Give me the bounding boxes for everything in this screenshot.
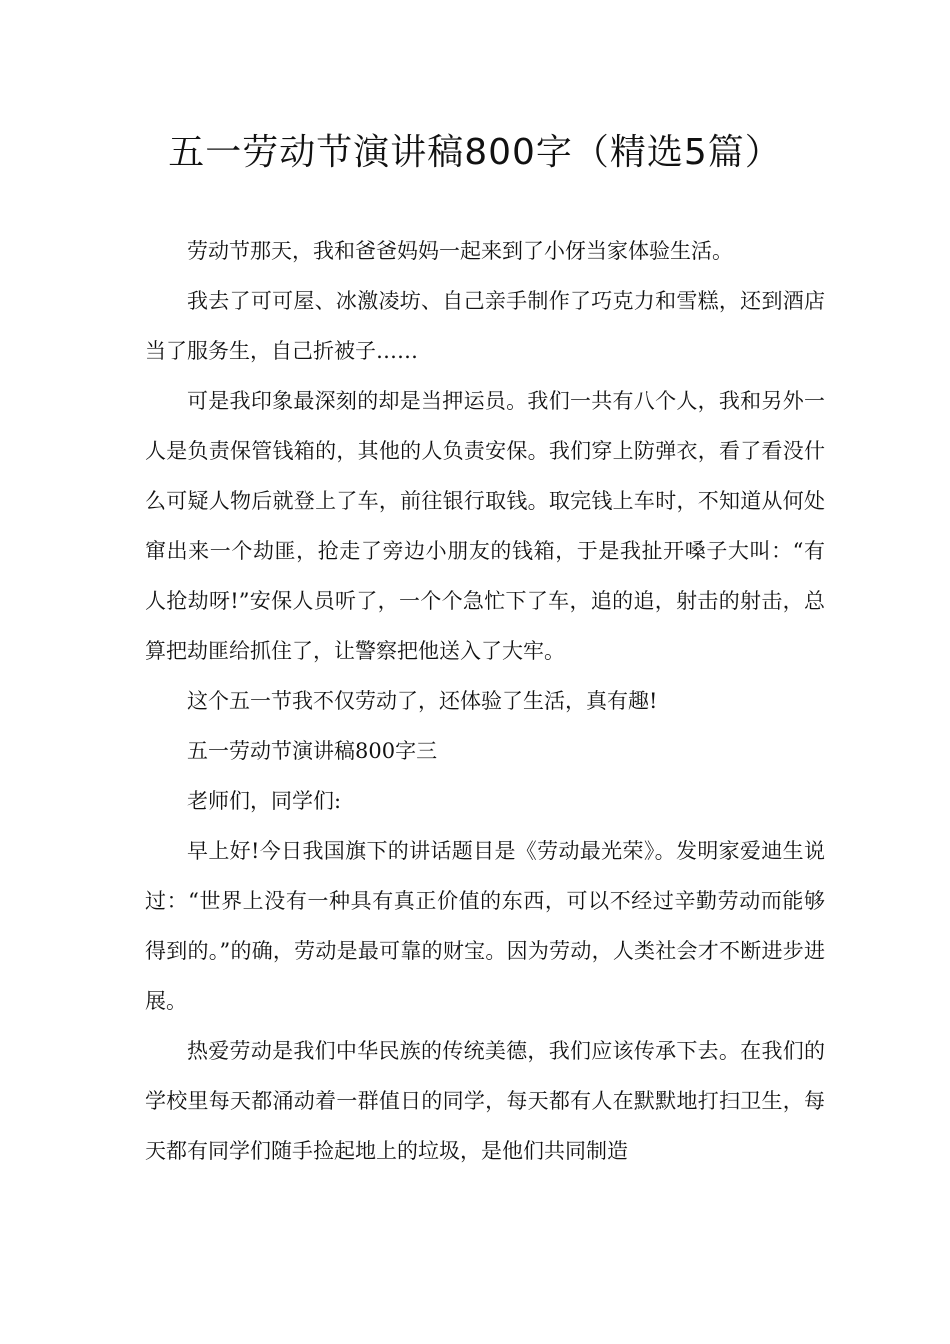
document-body [145,226,825,1176]
paragraph-6: 热爱劳动是我们中华民族的传统美德，我们应该传承下去。在我们的学校里每天都涌动着一群值日的同学，每天都有人在默默地打扫卫生，每天都有同学们随手捡起地上的垃圾，是他们共同制造 [145,1039,825,1163]
paragraph-3: 可是我印象最深刻的却是当押运员。我们一共有八个人，我和另外一人是负责保管钱箱的，其他的人负责安保。我们穿上防弹衣，看了看没什么可疑人物后就登上了车，前往银行取钱。取完钱上车时，不知道从何处窜出来一个劫匪，抢走了旁边小朋友的钱箱，于是我扯开嗓子大叫：“有人抢劫呀!”安保人员听了，一个个急忙下了车，追的追，射击的射击，总算把劫匪给抓住了，让警察把他送入了大牢。 [145,389,825,663]
section-heading: 五一劳动节演讲稿800字三 [187,739,438,763]
salutation: 老师们，同学们: [187,789,342,813]
paragraph-4: 这个五一节我不仅劳动了，还体验了生活，真有趣! [187,689,658,713]
paragraph-1: 劳动节那天，我和爸爸妈妈一起来到了小伢当家体验生活。 [187,239,733,263]
document-title: 五一劳动节演讲稿800字（精选5篇） [168,132,782,173]
paragraph-5: 早上好!今日我国旗下的讲话题目是《劳动最光荣》。发明家爱迪生说过：“世界上没有一种具有真正价值的东西，可以不经过辛勤劳动而能够得到的。”的确，劳动是最可靠的财宝。因为劳动，人类社会才不断进步进展。 [145,839,825,1013]
paragraph-2: 我去了可可屋、冰激凌坊、自己亲手制作了巧克力和雪糕，还到酒店当了服务生，自己折被子…… [145,289,825,363]
